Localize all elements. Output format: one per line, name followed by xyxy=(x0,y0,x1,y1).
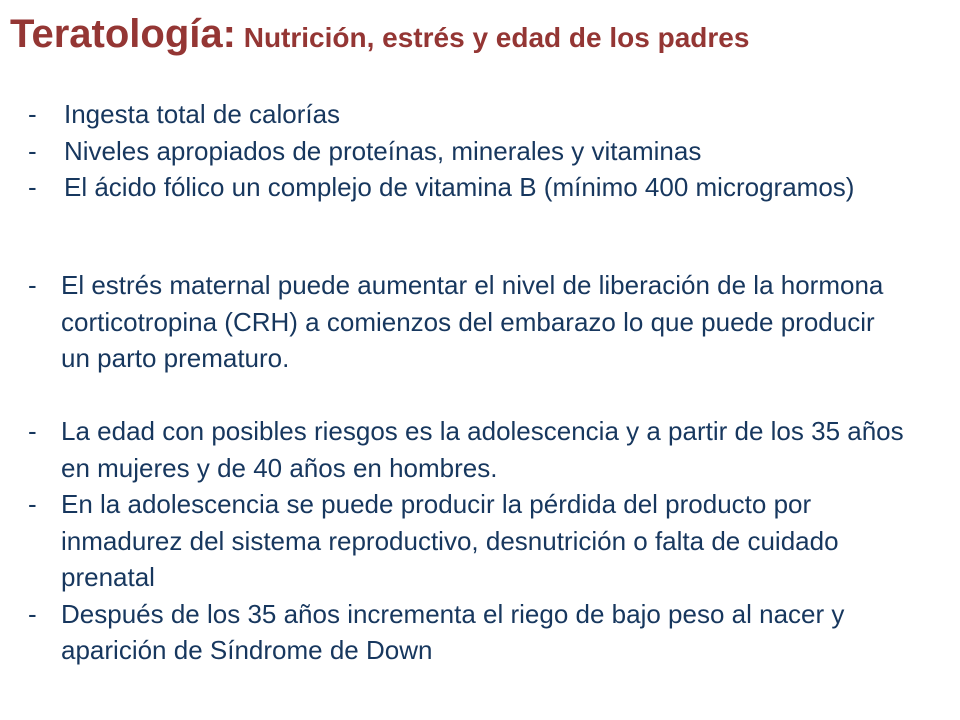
list-item-text: El ácido fólico un complejo de vitamina B (mínimo 400 microgramos) xyxy=(64,172,855,202)
title-main: Teratología: xyxy=(10,12,236,56)
nutrition-list xyxy=(28,96,868,206)
bullet-dash: - xyxy=(28,99,37,129)
stress-list xyxy=(28,267,908,377)
bullet-dash: - xyxy=(28,598,37,629)
list-item-text: Después de los 35 años incrementa el riego de bajo peso al nacer y aparición de Síndrome de Down xyxy=(61,598,845,665)
list-item-text: La edad con posibles riesgos es la adolescencia y a partir de los 35 años en mujeres y de 40 años en hombres. xyxy=(61,416,904,483)
bullet-dash: - xyxy=(28,489,37,519)
age-list xyxy=(28,413,928,669)
title-subtitle: Nutrición, estrés y edad de los padres xyxy=(235,22,750,53)
bullet-dash: - xyxy=(28,135,37,166)
list-item-text: Ingesta total de calorías xyxy=(64,99,341,129)
list-item xyxy=(28,596,928,669)
list-item-text: En la adolescencia se puede producir la pérdida del producto por inmadurez del sistema reproductivo, desnutrición o falta de cuidado prenatal xyxy=(61,489,839,592)
list-item xyxy=(28,267,908,377)
list-item xyxy=(28,133,868,170)
list-item xyxy=(28,169,868,206)
slide-title xyxy=(10,14,749,54)
list-item xyxy=(28,486,928,596)
list-item-text: El estrés maternal puede aumentar el nivel de liberación de la hormona corticotropina (CRH) a comienzos del embarazo lo que puede producir un parto prematuro. xyxy=(61,270,884,373)
list-item xyxy=(28,96,868,133)
list-item-text: Niveles apropiados de proteínas, minerales y vitaminas xyxy=(64,135,702,166)
list-item xyxy=(28,413,928,486)
bullet-dash: - xyxy=(28,416,37,446)
bullet-dash: - xyxy=(28,270,37,300)
bullet-dash: - xyxy=(28,172,37,202)
